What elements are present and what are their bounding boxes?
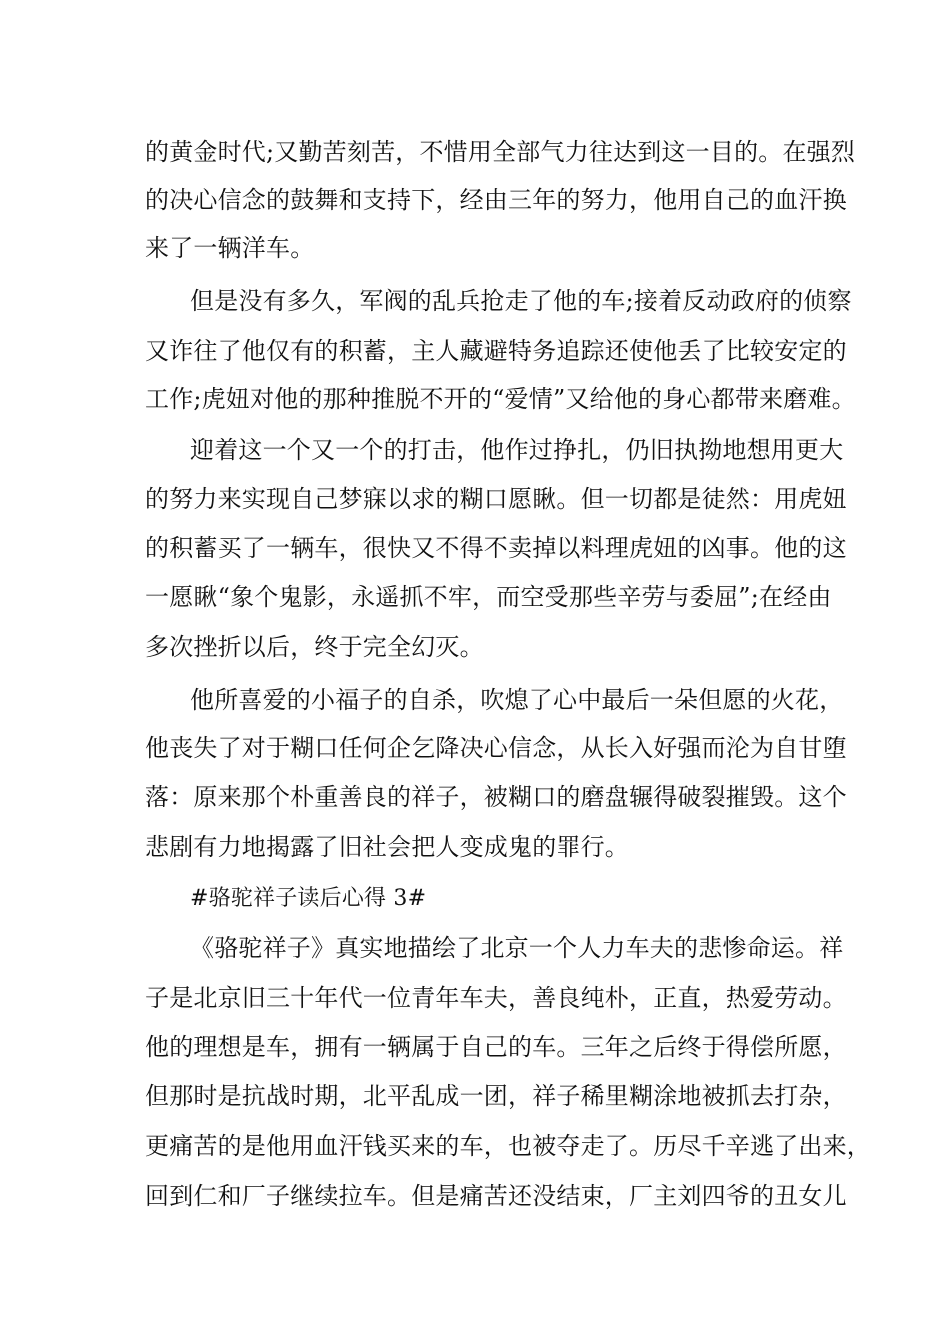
paragraph-line: 工作;虎妞对他的那种推脱不开的“爱情”又给他的身心都带来磨难。 bbox=[145, 385, 856, 413]
paragraph-line: 的决心信念的鼓舞和支持下，经由三年的努力，他用自己的血汗换 bbox=[145, 186, 847, 214]
paragraph-line: 又诈往了他仅有的积蓄，主人藏避特务追踪还使他丢了比较安定的 bbox=[145, 337, 847, 365]
paragraph-line: 悲剧有力地揭露了旧社会把人变成鬼的罪行。 bbox=[145, 833, 629, 861]
paragraph-line: 的黄金时代;又勤苦刻苦，不惜用全部气力往达到这一目的。在强烈 bbox=[145, 138, 856, 166]
paragraph-line: 更痛苦的是他用血汗钱买来的车，也被夺走了。历尽千辛逃了出来， bbox=[145, 1132, 871, 1160]
paragraph-line: 子是北京旧三十年代一位青年车夫，善良纯朴，正直，热爱劳动。 bbox=[145, 984, 847, 1012]
paragraph-line: 迎着这一个又一个的打击，他作过挣扎，仍旧执拗地想用更大 bbox=[190, 436, 844, 464]
paragraph-line: 多次挫折以后，终于完全幻灭。 bbox=[145, 633, 484, 661]
paragraph-line: 他的理想是车，拥有一辆属于自己的车。三年之后终于得偿所愿， bbox=[145, 1033, 847, 1061]
paragraph-line: 回到仁和厂子继续拉车。但是痛苦还没结束，厂主刘四爷的丑女儿 bbox=[145, 1182, 847, 1210]
paragraph-line: 的努力来实现自己梦寐以求的糊口愿瞅。但一切都是徒然：用虎妞 bbox=[145, 485, 847, 513]
paragraph-line: 落：原来那个朴重善良的祥子，被糊口的磨盘辗得破裂摧毁。这个 bbox=[145, 783, 847, 811]
paragraph-line: 的积蓄买了一辆车，很快又不得不卖掉以料理虎妞的凶事。他的这 bbox=[145, 534, 847, 562]
paragraph-line: 但那时是抗战时期，北平乱成一团，祥子稀里糊涂地被抓去打杂， bbox=[145, 1082, 847, 1110]
paragraph-line: 他所喜爱的小福子的自杀，吹熄了心中最后一朵但愿的火花， bbox=[190, 686, 844, 714]
paragraph-line: 但是没有多久，军阀的乱兵抢走了他的车;接着反动政府的侦察 bbox=[190, 287, 852, 315]
section-heading: #骆驼祥子读后心得 3# bbox=[190, 886, 427, 911]
paragraph-line: 一愿瞅“象个鬼影，永遥抓不牢，而空受那些辛劳与委屈”;在经由 bbox=[145, 583, 832, 611]
paragraph-line: 《骆驼祥子》真实地描绘了北京一个人力车夫的悲惨命运。祥 bbox=[190, 934, 844, 962]
paragraph-line: 来了一辆洋车。 bbox=[145, 234, 315, 262]
paragraph-line: 他丧失了对于糊口任何企乞降决心信念，从长入好强而沦为自甘堕 bbox=[145, 734, 847, 762]
